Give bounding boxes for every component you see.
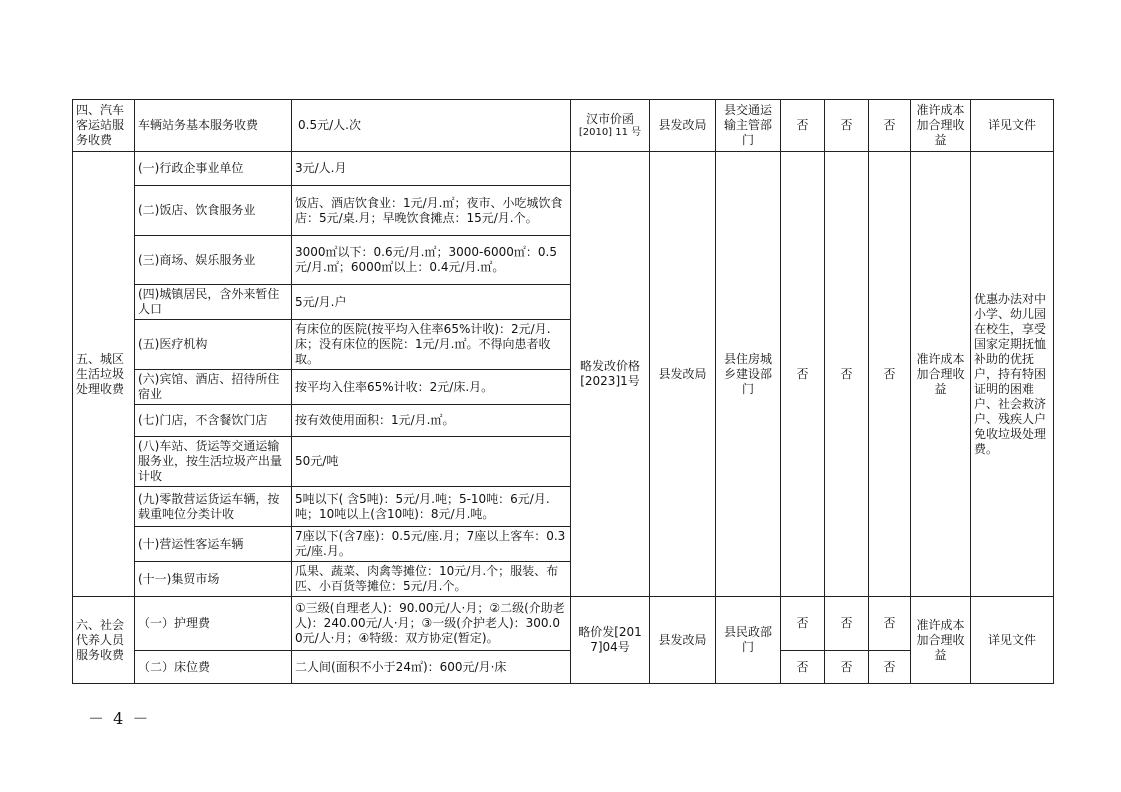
item-cell: (十)营运性客运车辆 <box>135 527 292 562</box>
flag-cell: 否 <box>781 597 825 651</box>
document-number: [2010] 11 号 <box>578 127 642 138</box>
remark-cell: 详见文件 <box>971 100 1054 152</box>
standard-cell: 按平均入住率65%计收：2元/床.月。 <box>292 370 571 405</box>
item-cell: (十一)集贸市场 <box>135 562 292 597</box>
flag-cell: 否 <box>825 651 869 684</box>
document-cell <box>571 100 650 152</box>
standard-cell: 5元/月.户 <box>292 285 571 320</box>
item-cell: (三)商场、娱乐服务业 <box>135 236 292 285</box>
flag-cell: 否 <box>781 100 825 152</box>
table-row <box>73 152 1054 186</box>
pricing-dept-cell: 县发改局 <box>650 152 716 597</box>
standard-cell: 5吨以下( 含5吨)：5元/月.吨；5-10吨：6元/月.吨；10吨以上(含10吨)：8元/月.吨。 <box>292 487 571 527</box>
standard-cell: 3元/人.月 <box>292 152 571 186</box>
pricing-dept-cell: 县发改局 <box>650 597 716 684</box>
flag-cell: 否 <box>825 597 869 651</box>
item-cell: （一）护理费 <box>135 597 292 651</box>
flag-cell: 否 <box>869 100 911 152</box>
remark-cell: 详见文件 <box>971 597 1054 684</box>
supervising-dept-cell: 县民政部门 <box>716 597 781 684</box>
table-row <box>73 651 1054 684</box>
item-cell: (八)车站、货运等交通运输服务业，按生活垃圾产出量计收 <box>135 437 292 487</box>
document-cell: 略价发[2017]04号 <box>571 597 650 684</box>
standard-cell: 有床位的医院(按平均入住率65%计收)：2元/月.床；没有床位的医院：1元/月.㎡。不得向患者收取。 <box>292 320 571 370</box>
flag-cell: 否 <box>869 152 911 597</box>
category-cell: 五、城区生活垃圾处理收费 <box>73 152 135 597</box>
item-cell: (五)医疗机构 <box>135 320 292 370</box>
document-name: 汉市价函 <box>585 112 634 126</box>
standard-cell: 二人间(面积不小于24㎡)：600元/月·床 <box>292 651 571 684</box>
flag-cell: 否 <box>825 152 869 597</box>
standard-cell: 7座以下(含7座)：0.5元/座.月；7座以上客车：0.3元/座.月。 <box>292 527 571 562</box>
table-row <box>73 100 1054 152</box>
remark-cell: 优惠办法对中小学、幼儿园在校生，享受国家定期抚恤补助的优抚户，持有特困证明的困难户、社会救济户、残疾人户免收垃圾处理费。 <box>971 152 1054 597</box>
item-cell: (一)行政企事业单位 <box>135 152 292 186</box>
fee-table <box>72 99 1054 684</box>
standard-cell: 0.5元/人.次 <box>292 100 571 152</box>
item-cell: (二)饭店、饮食服务业 <box>135 186 292 236</box>
item-cell: (六)宾馆、酒店、招待所住宿业 <box>135 370 292 405</box>
flag-cell: 否 <box>869 597 911 651</box>
pricing-dept-cell: 县发改局 <box>650 100 716 152</box>
standard-cell: 50元/吨 <box>292 437 571 487</box>
item-cell: (四)城镇居民，含外来暂住人口 <box>135 285 292 320</box>
pricing-basis-cell: 准许成本加合理收益 <box>911 152 971 597</box>
item-cell: (九)零散营运货运车辆，按载重吨位分类计收 <box>135 487 292 527</box>
standard-cell: 3000㎡以下：0.6元/月.㎡；3000-6000㎡：0.5元/月.㎡；6000㎡以上：0.4元/月.㎡。 <box>292 236 571 285</box>
category-cell: 四、汽车客运站服务收费 <box>73 100 135 152</box>
table-row <box>73 597 1054 651</box>
page-number: － 4 － <box>88 709 151 728</box>
standard-cell: 按有效使用面积：1元/月.㎡。 <box>292 405 571 437</box>
category-cell: 六、社会代养人员服务收费 <box>73 597 135 684</box>
standard-cell: 饭店、酒店饮食业：1元/月.㎡；夜市、小吃城饮食店：5元/桌.月；早晚饮食摊点：15元/月.个。 <box>292 186 571 236</box>
flag-cell: 否 <box>869 651 911 684</box>
item-cell: (七)门店，不含餐饮门店 <box>135 405 292 437</box>
flag-cell: 否 <box>781 152 825 597</box>
document-cell: 略发改价格[2023]1号 <box>571 152 650 597</box>
flag-cell: 否 <box>825 100 869 152</box>
flag-cell: 否 <box>781 651 825 684</box>
pricing-basis-cell: 准许成本加合理收益 <box>911 597 971 684</box>
supervising-dept-cell: 县住房城乡建设部门 <box>716 152 781 597</box>
standard-cell: ①三级(自理老人)：90.00元/人·月；②二级(介助老人)：240.00元/人·月；③一级(介护老人)：300.00元/人·月；④特级：双方协定(暂定)。 <box>292 597 571 651</box>
item-cell: （二）床位费 <box>135 651 292 684</box>
item-cell: 车辆站务基本服务收费 <box>135 100 292 152</box>
supervising-dept-cell: 县交通运输主管部门 <box>716 100 781 152</box>
pricing-basis-cell: 准许成本加合理收益 <box>911 100 971 152</box>
standard-cell: 瓜果、蔬菜、肉禽等摊位：10元/月.个；服装、布匹、小百货等摊位：5元/月.个。 <box>292 562 571 597</box>
